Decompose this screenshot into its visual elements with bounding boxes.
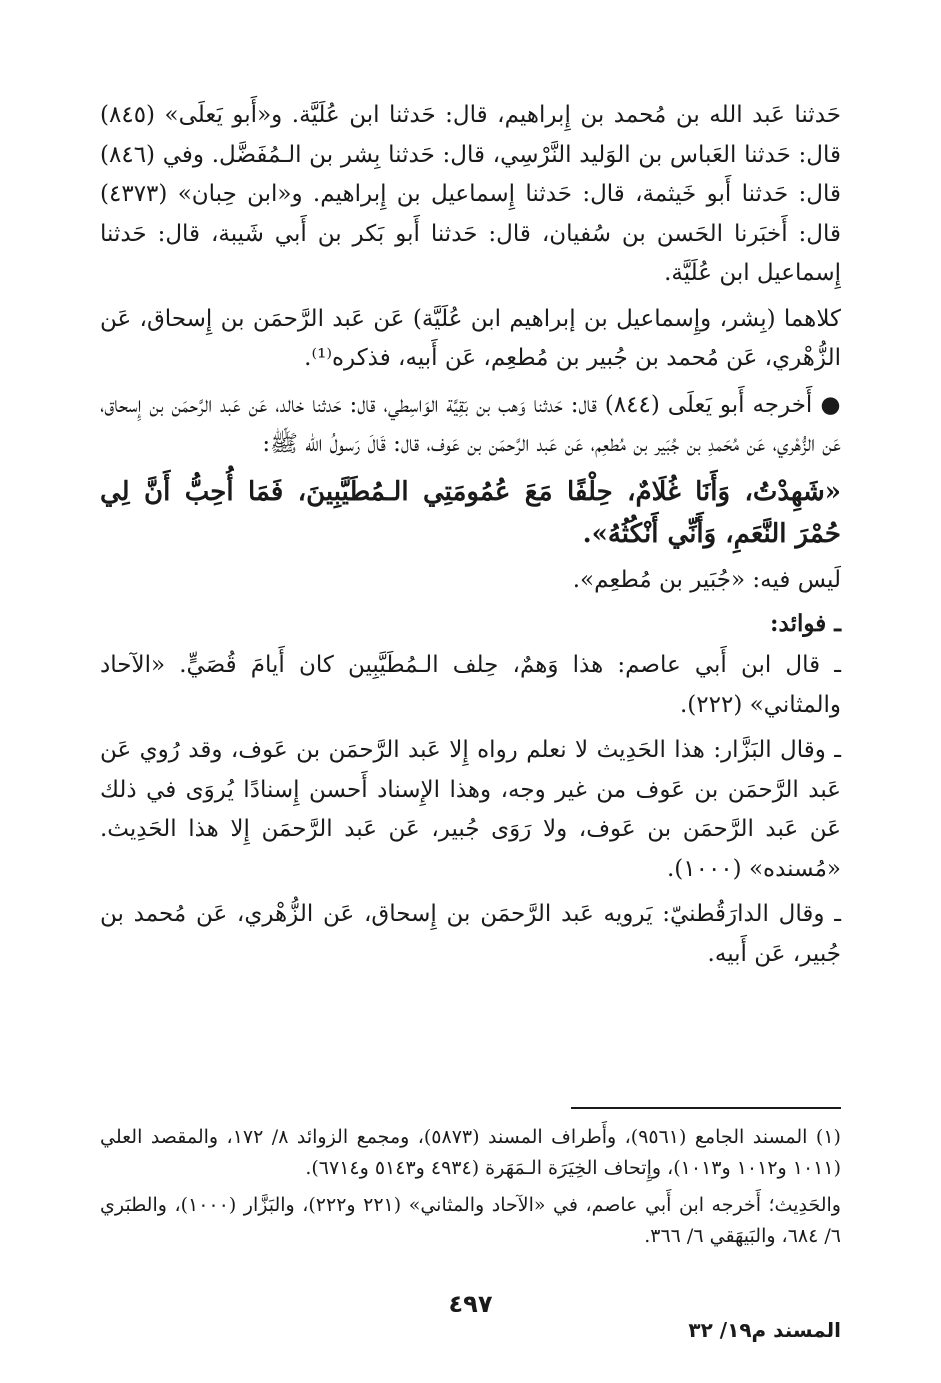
paragraph-bazzar: ـ وقال البَزَّار: هذا الحَدِيث لا نعلم رواه إِلا عَبد الرَّحمَن بن عَوف، وقد رُوي عَن عَبد الرَّحمَن بن عَوف من غير وجه، وهذا الإِسناد أَحسن إِسنادًا يُروَى في ذلك عَن عَبد الرَّحمَن بن عَوف، ولا رَوَى جُبير، عَن عَبد الرَّحمَن إِلا هذا الحَدِيث. «مُسنده» (١٠٠٠).	[100, 737, 842, 882]
hadith-text: «شَهِدْتُ، وَأَنَا غُلَامٌ، حِلْفًا مَعَ عُمُومَتِي الـمُطَيَّبِينَ، فَمَا أُحِبُّ أَنَّ لِي حُمْرَ النَّعَمِ، وَأَنِّي أَنْكُثُهُ».	[100, 476, 841, 549]
footnote-divider	[571, 1107, 841, 1109]
volume-signature: المسند م١٩/ ٣٢	[688, 1318, 841, 1342]
page-number: ٤٩٧	[448, 1290, 493, 1318]
paragraph-abu-yala	[100, 385, 841, 465]
bullet-icon: ●	[820, 390, 841, 418]
footnote-1: (١) المسند الجامع (٩٥٦١)، وأَطراف المسند (٥٨٧٣)، ومجمع الزوائد ٨/ ١٧٢، والمقصد العلي (١٠١١ و١٠١٢ و١٠١٣)، وإِتحاف الخِيَرَة الـمَهَرة (٤٩٣٤ و٥١٤٣ و٦٧١٤).	[100, 1126, 841, 1179]
paragraph-isnad: حَدثنا عَبد الله بن مُحمد بن إِبراهيم، قال: حَدثنا ابن عُلَيَّة. و«أَبو يَعلَى» (٨٤٥) قال: حَدثنا العَباس بن الوَليد النَّرْسِي، قال: حَدثنا بِشر بن الـمُفَضَّل. وفي (٨٤٦) قال: حَدثنا أَبو خَيثمة، قال: حَدثنا إِسماعيل بن إِبراهيم. و«ابن حِبان» (٤٣٧٣) قال: أَخبَرنا الحَسن بن سُفيان، قال: حَدثنا أَبو بَكر بن أَبي شَيبة، قال: حَدثنا إِسماعيل ابن عُلَيَّة.	[100, 102, 841, 286]
paragraph-daraqutni: ـ وقال الدارَقُطنيّ: يَرويه عَبد الرَّحمَن بن إِسحاق، عَن الزُّهْري، عَن مُحمد بن جُبير، عَن أَبيه.	[100, 901, 841, 967]
paragraph-both-narrators: كلاهما (بِشر، وإِسماعيل بن إبراهيم ابن عُلَيَّة) عَن عَبد الرَّحمَن بن إِسحاق، عَن الزُّهْري، عَن مُحمد بن جُبير بن مُطعِم، عَن أَبيه، فذكره⁽¹⁾.	[100, 305, 841, 371]
footnotes	[100, 1122, 841, 1258]
section-heading-fawaid: ـ فوائد:	[770, 610, 841, 637]
paragraph-abu-yala-text: أَخرجه أَبو يَعلَى (٨٤٤) قال: حَدثنا وَهب بن بَقِيَّة الوَاسِطي، قال: حَدثنا خالد، عَن عَبد الرَّحمَن بن إِسحاق، عَن الزُّهْري، عَن مُحَمدِ بن جُبَير بن مُطعِم، عَن عَبد الرَّحمَن بن عَوف، قال: قَالَ رَسولُ الله ﷺ:	[100, 391, 841, 457]
paragraph-ibn-abi-asim: ـ قال ابن أَبي عاصم: هذا وَهمٌ، حِلف الـمُطَيَّبِين كان أَيامَ قُصَيٍّ. «الآحاد والمثاني» (٢٢٢).	[100, 652, 841, 718]
footnote-2: والحَدِيث؛ أَخرجه ابن أَبي عاصم، في «الآحاد والمثاني» (٢٢١ و٢٢٢)، والبَزَّار (١٠٠٠)، والطبَري ٦/ ٦٨٤، والبَيهَقي ٦/ ٣٦٦.	[100, 1194, 841, 1247]
paragraph-note: لَيس فيه: «جُبَير بن مُطعِم».	[572, 566, 841, 593]
